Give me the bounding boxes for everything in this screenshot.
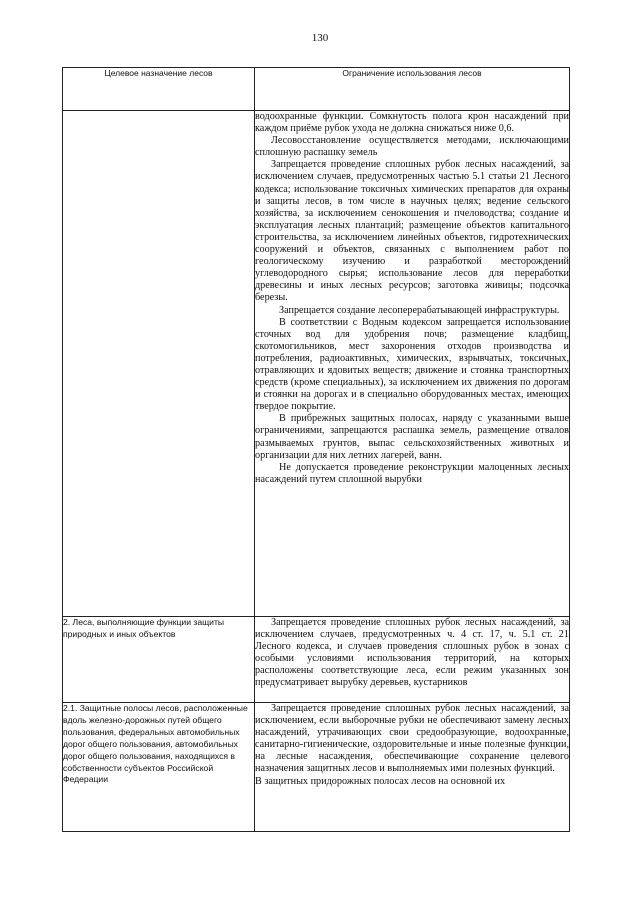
header-purpose: Целевое назначение лесов xyxy=(63,68,255,111)
page-number: 130 xyxy=(311,32,329,44)
restriction-cell xyxy=(255,617,570,703)
table-row xyxy=(63,617,570,703)
restriction-paragraph: Лесовосстановление осуществляется методами, исключающими сплошную распашку земель xyxy=(255,135,569,159)
restriction-paragraph: В прибрежных защитных полосах, наряду с указанными выше ограничениями, запрещаются распашка земель, размещение отвалов размываемых грунтов, выпас сельскохозяйственных животных и организации для них летних лагерей, ванн. xyxy=(255,413,569,461)
restriction-paragraph: Не допускается проведение реконструкции малоценных лесных насаждений путем сплошной вырубки xyxy=(255,461,569,485)
forest-restrictions-table xyxy=(62,67,570,832)
table-row xyxy=(63,111,570,617)
header-restriction: Ограничение использования лесов xyxy=(255,68,570,111)
restriction-paragraph: Запрещается проведение сплошных рубок лесных насаждений, за исключением случаев, предусмотренных частью 5.1 статьи 21 Лесного кодекса; использование токсичных химических препаратов для охраны и защиты лесов, в том числе в научных целях; ведение сельского хозяйства, за исключением сенокошения и пчеловодства; создание и эксплуатация лесных плантаций; размещение объектов капитального строительства, за исключением линейных объектов, гидротехнических сооружений и объектов, связанных с выполнением работ по геологическому изучению и разработкой месторождений углеводородного сырья; использование лесов для переработки древесины и иных лесных ресурсов; заготовка живицы; подсочка березы. xyxy=(255,159,569,304)
purpose-cell: 2.1. Защитные полосы лесов, расположенные вдоль железно-дорожных путей общего пользования, федеральных автомобильных дорог общего пользования, автомобильных дорог общего пользования, находящихся в собственности субъектов Российской Федерации xyxy=(63,703,255,832)
restriction-paragraph: Запрещается создание лесоперерабатывающей инфраструктуры. xyxy=(279,304,560,316)
restriction-cell xyxy=(255,703,570,832)
restriction-paragraph: Запрещается проведение сплошных рубок лесных насаждений, за исключением, если выборочные рубки не обеспечивают замену лесных насаждений, утрачивающих свои средообразующие, водоохранные, санитарно-гигиенические, оздоровительные и иные полезные функции, на лесные насаждения, обеспечивающие сохранение целевого назначения защитных лесов и выполняемых ими полезных функций. xyxy=(255,703,569,775)
restriction-paragraph: водоохранные функции. Сомкнутость полога крон насаждений при каждом приёме рубок ухода не должна снижаться ниже 0,6. xyxy=(255,111,569,135)
purpose-cell: 2. Леса, выполняющие функции защиты природных и иных объектов xyxy=(63,617,255,703)
restriction-cell xyxy=(255,111,570,617)
restriction-paragraph: В защитных придорожных полосах лесов на основной их xyxy=(255,775,506,787)
restriction-paragraph: В соответствии с Водным кодексом запрещается использование сточных вод для удобрения почв; размещение кладбищ, скотомогильников, мест захоронения отходов производства и потребления, радиоактивных, химических, взрывчатых, токсичных, отравляющих и ядовитых веществ; движение и стоянка транспортных средств (кроме специальных), за исключением их движения по дорогам и стоянки на дорогах и в специально оборудованных местах, имеющих твердое покрытие. xyxy=(255,316,569,413)
restriction-paragraph: Запрещается проведение сплошных рубок лесных насаждений, за исключением случаев, предусмотренных ч. 4 ст. 17, ч. 5.1 ст. 21 Лесного кодекса, и случаев проведения сплошных рубок в зонах с особыми условиями использования территорий, на которых расположены соответствующие леса, если режим указанных зон предусматривает вырубку деревьев, кустарников xyxy=(255,617,569,689)
purpose-cell xyxy=(63,111,255,617)
table-header-row xyxy=(63,68,570,111)
table-row xyxy=(63,703,570,832)
